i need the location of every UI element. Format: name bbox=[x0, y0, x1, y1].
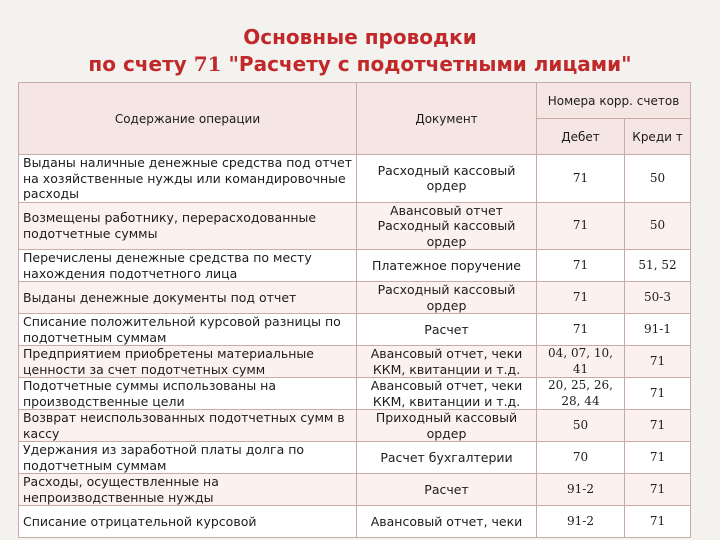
cell-operation: Выданы наличные денежные средства под отчет на хозяйственные нужды или командировочные расходы bbox=[19, 155, 357, 203]
title-line-1: Основные проводки bbox=[243, 25, 477, 49]
cell-debit: 71 bbox=[537, 314, 625, 346]
cell-debit: 91-2 bbox=[537, 474, 625, 506]
cell-document: Платежное поручение bbox=[357, 250, 537, 282]
cell-credit: 71 bbox=[625, 346, 691, 378]
cell-credit: 71 bbox=[625, 474, 691, 506]
cell-credit: 50 bbox=[625, 155, 691, 203]
cell-credit: 71 bbox=[625, 410, 691, 442]
cell-credit: 50-3 bbox=[625, 282, 691, 314]
cell-credit: 71 bbox=[625, 506, 691, 538]
table-row bbox=[19, 346, 691, 378]
cell-document: Расчет бухгалтерии bbox=[357, 442, 537, 474]
table-row bbox=[19, 506, 691, 538]
page-title bbox=[0, 24, 720, 78]
table-row bbox=[19, 314, 691, 346]
cell-debit: 50 bbox=[537, 410, 625, 442]
cell-debit: 20, 25, 26, 28, 44 bbox=[537, 378, 625, 410]
cell-debit: 71 bbox=[537, 250, 625, 282]
cell-operation: Предприятием приобретены материальные ценности за счет подотчетных сумм bbox=[19, 346, 357, 378]
cell-debit: 71 bbox=[537, 282, 625, 314]
title-line-2-suffix: "Расчету с подотчетными лицами" bbox=[221, 52, 632, 76]
table-row bbox=[19, 378, 691, 410]
table-row bbox=[19, 155, 691, 203]
cell-operation: Списание положительной курсовой разницы по подотчетным суммам bbox=[19, 314, 357, 346]
cell-document: Авансовый отчет Расходный кассовый ордер bbox=[357, 202, 537, 250]
title-line-2 bbox=[0, 51, 720, 78]
cell-operation: Возмещены работнику, перерасходованные подотчетные суммы bbox=[19, 202, 357, 250]
header-operation: Содержание операции bbox=[19, 83, 357, 155]
title-line-2-prefix: по счету bbox=[88, 52, 194, 76]
cell-document: Приходный кассовый ордер bbox=[357, 410, 537, 442]
cell-document: Расходный кассовый ордер bbox=[357, 155, 537, 203]
cell-operation: Расходы, осуществленные на непроизводственные нужды bbox=[19, 474, 357, 506]
table-row bbox=[19, 250, 691, 282]
cell-debit: 71 bbox=[537, 202, 625, 250]
table-row bbox=[19, 410, 691, 442]
header-credit: Креди т bbox=[625, 119, 691, 155]
table-header bbox=[19, 83, 691, 155]
table-row bbox=[19, 282, 691, 314]
cell-operation: Перечислены денежные средства по месту нахождения подотчетного лица bbox=[19, 250, 357, 282]
cell-operation: Возврат неиспользованных подотчетных сумм в кассу bbox=[19, 410, 357, 442]
cell-operation: Выданы денежные документы под отчет bbox=[19, 282, 357, 314]
header-debit: Дебет bbox=[537, 119, 625, 155]
cell-operation: Удержания из заработной платы долга по подотчетным суммам bbox=[19, 442, 357, 474]
cell-credit: 50 bbox=[625, 202, 691, 250]
cell-debit: 71 bbox=[537, 155, 625, 203]
cell-debit: 04, 07, 10, 41 bbox=[537, 346, 625, 378]
header-accounts-group: Номера корр. счетов bbox=[537, 83, 691, 119]
cell-document: Авансовый отчет, чеки ККМ, квитанции и т.д. bbox=[357, 378, 537, 410]
cell-document: Авансовый отчет, чеки ККМ, квитанции и т.д. bbox=[357, 346, 537, 378]
cell-credit: 71 bbox=[625, 378, 691, 410]
cell-operation: Списание отрицательной курсовой bbox=[19, 506, 357, 538]
cell-operation: Подотчетные суммы использованы на производственные цели bbox=[19, 378, 357, 410]
cell-debit: 91-2 bbox=[537, 506, 625, 538]
cell-document: Расчет bbox=[357, 474, 537, 506]
cell-credit: 91-1 bbox=[625, 314, 691, 346]
cell-credit: 71 bbox=[625, 442, 691, 474]
cell-credit: 51, 52 bbox=[625, 250, 691, 282]
table-body bbox=[19, 155, 691, 538]
cell-document: Расчет bbox=[357, 314, 537, 346]
header-document: Документ bbox=[357, 83, 537, 155]
table-row bbox=[19, 474, 691, 506]
postings-table bbox=[18, 82, 691, 538]
cell-debit: 70 bbox=[537, 442, 625, 474]
cell-document: Авансовый отчет, чеки bbox=[357, 506, 537, 538]
table-row bbox=[19, 202, 691, 250]
cell-document: Расходный кассовый ордер bbox=[357, 282, 537, 314]
table-row bbox=[19, 442, 691, 474]
title-account-number: 71 bbox=[193, 52, 222, 76]
